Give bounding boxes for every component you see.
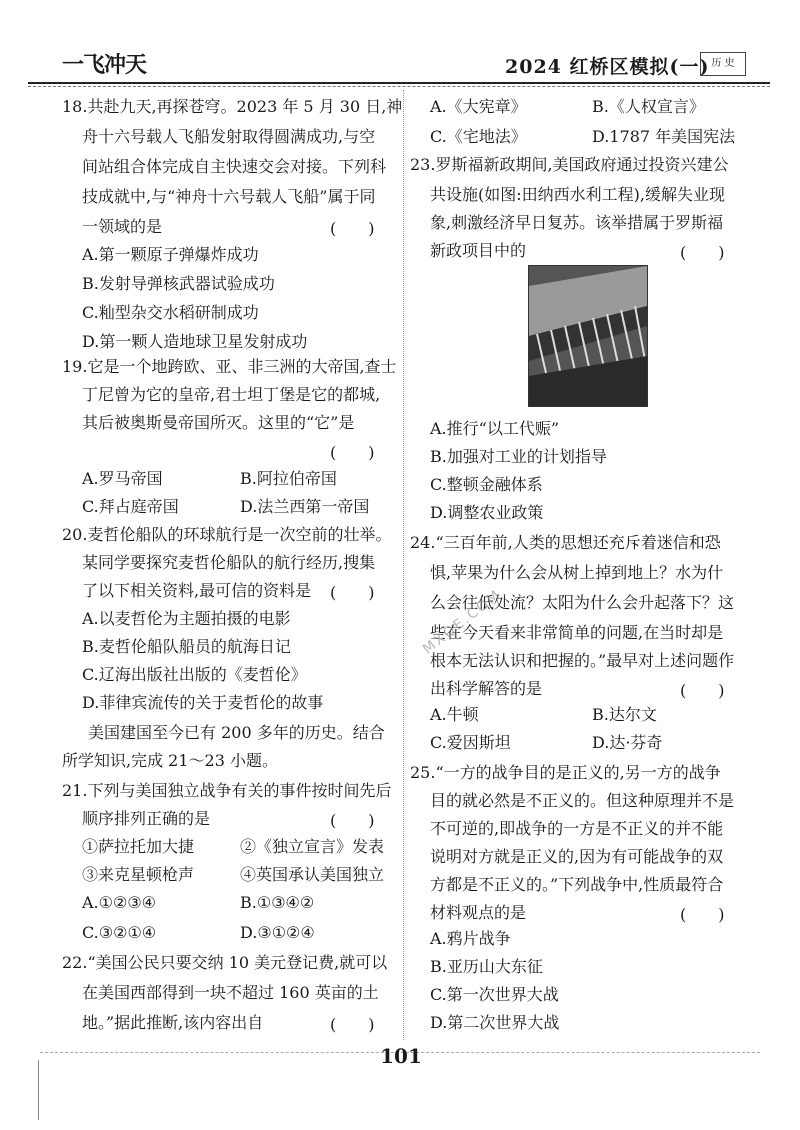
q23-option-b[interactable]: B.加强对工业的计划指导 bbox=[430, 447, 607, 466]
q25-stem-line: 材料观点的是 bbox=[430, 903, 527, 922]
header-divider bbox=[28, 82, 770, 84]
q19-option-b[interactable]: B.阿拉伯帝国 bbox=[240, 469, 337, 488]
q25-option-c[interactable]: C.第一次世界大战 bbox=[430, 985, 559, 1004]
dam-photo bbox=[528, 265, 648, 407]
q24-option-b[interactable]: B.达尔文 bbox=[592, 705, 657, 724]
q25-stem-line: 目的就必然是不正义的。但这种原理并不是 bbox=[430, 791, 735, 810]
q19-option-a[interactable]: A.罗马帝国 bbox=[82, 469, 163, 488]
header-divider-dashed bbox=[28, 86, 770, 87]
q23-stem-line: 共设施(如图:田纳西水利工程),缓解失业现 bbox=[430, 185, 725, 204]
answer-blank[interactable]: ( ) bbox=[330, 1015, 375, 1034]
q21-item: ②《独立宣言》发表 bbox=[240, 837, 385, 856]
q18-option-d[interactable]: D.第一颗人造地球卫星发射成功 bbox=[82, 332, 308, 351]
q18-option-c[interactable]: C.籼型杂交水稻研制成功 bbox=[82, 303, 259, 322]
q21-item: ③来克星顿枪声 bbox=[82, 865, 195, 884]
q22-option-d[interactable]: D.1787 年美国宪法 bbox=[592, 127, 736, 146]
q25-option-b[interactable]: B.亚历山大东征 bbox=[430, 957, 543, 976]
q19-stem-line: 其后被奥斯曼帝国所灭。这里的“它”是 bbox=[82, 413, 355, 432]
answer-blank[interactable]: ( ) bbox=[680, 681, 725, 700]
q20-option-a[interactable]: A.以麦哲伦为主题拍摄的电影 bbox=[82, 609, 291, 628]
answer-blank[interactable]: ( ) bbox=[330, 219, 375, 238]
subject-badge: 历 史 bbox=[700, 52, 746, 76]
q18-option-b[interactable]: B.发射导弹核武器试验成功 bbox=[82, 274, 275, 293]
q18-stem-line: 18.共赴九天,再探苍穹。2023 年 5 月 30 日,神 bbox=[62, 97, 403, 116]
q20-stem-line: 某同学要探究麦哲伦船队的航行经历,搜集 bbox=[82, 553, 376, 572]
column-divider bbox=[403, 90, 404, 1040]
q21-option-d[interactable]: D.③①②④ bbox=[240, 923, 315, 942]
q25-stem-line: 不可逆的,即战争的一方是不正义的并不能 bbox=[430, 819, 724, 838]
intro-line: 美国建国至今已有 200 多年的历史。结合 bbox=[88, 723, 385, 742]
q21-stem-line: 21.下列与美国独立战争有关的事件按时间先后 bbox=[62, 781, 392, 800]
q22-stem-line: 在美国西部得到一块不超过 160 英亩的土 bbox=[82, 983, 379, 1002]
q24-stem-line: 根本无法认识和把握的。”最早对上述问题作 bbox=[430, 651, 735, 670]
answer-blank[interactable]: ( ) bbox=[330, 583, 375, 602]
q20-option-d[interactable]: D.菲律宾流传的关于麦哲伦的故事 bbox=[82, 693, 324, 712]
q21-item: ①萨拉托加大捷 bbox=[82, 837, 195, 856]
q19-stem-line: 19.它是一个地跨欧、亚、非三洲的大帝国,查士 bbox=[62, 357, 397, 376]
page-title: 2024 红桥区模拟(一) bbox=[505, 56, 710, 78]
q18-stem-line: 技成就中,与“神舟十六号载人飞船”属于同 bbox=[82, 187, 376, 206]
q24-option-d[interactable]: D.达·芬奇 bbox=[592, 733, 663, 752]
q24-option-a[interactable]: A.牛顿 bbox=[430, 705, 479, 724]
q20-option-b[interactable]: B.麦哲伦船队船员的航海日记 bbox=[82, 637, 291, 656]
q19-option-c[interactable]: C.拜占庭帝国 bbox=[82, 497, 179, 516]
q24-stem-line: 惧,苹果为什么会从树上掉到地上？水为什 bbox=[430, 563, 724, 582]
q18-stem-line: 舟十六号载人飞船发射取得圆满成功,与空 bbox=[82, 127, 376, 146]
q25-stem-line: 说明对方就是正义的,因为有可能战争的双 bbox=[430, 847, 724, 866]
q24-stem-line: 24.“三百年前,人类的思想还充斥着迷信和恐 bbox=[410, 533, 721, 552]
q21-option-b[interactable]: B.①③④② bbox=[240, 893, 315, 912]
answer-blank[interactable]: ( ) bbox=[680, 905, 725, 924]
q19-option-d[interactable]: D.法兰西第一帝国 bbox=[240, 497, 370, 516]
intro-line: 所学知识,完成 21～23 小题。 bbox=[62, 751, 278, 770]
q22-option-a[interactable]: A.《大宪章》 bbox=[430, 97, 527, 116]
q23-stem-line: 象,刺激经济早日复苏。该举措属于罗斯福 bbox=[430, 213, 724, 232]
answer-blank[interactable]: ( ) bbox=[680, 243, 725, 262]
q18-stem-line: 一领域的是 bbox=[82, 217, 163, 236]
q24-option-c[interactable]: C.爱因斯坦 bbox=[430, 733, 511, 752]
q21-option-c[interactable]: C.③②①④ bbox=[82, 923, 157, 942]
page-number: 101 bbox=[380, 1044, 422, 1068]
q19-stem-line: 丁尼曾为它的皇帝,君士坦丁堡是它的都城, bbox=[82, 385, 381, 404]
q22-option-c[interactable]: C.《宅地法》 bbox=[430, 127, 527, 146]
watermark: MXQE.COM bbox=[420, 586, 505, 658]
q23-stem-line: 新政项目中的 bbox=[430, 241, 527, 260]
q21-stem-line: 顺序排列正确的是 bbox=[82, 809, 211, 828]
q22-option-b[interactable]: B.《人权宣言》 bbox=[592, 97, 705, 116]
q23-stem-line: 23.罗斯福新政期间,美国政府通过投资兴建公 bbox=[410, 155, 729, 174]
q24-stem-line: 出科学解答的是 bbox=[430, 679, 543, 698]
answer-blank[interactable]: ( ) bbox=[330, 443, 375, 462]
q25-stem-line: 方都是不正义的。”下列战争中,性质最符合 bbox=[430, 875, 724, 894]
q20-option-c[interactable]: C.辽海出版社出版的《麦哲伦》 bbox=[82, 665, 307, 684]
q18-option-a[interactable]: A.第一颗原子弹爆炸成功 bbox=[82, 245, 259, 264]
q23-option-c[interactable]: C.整顿金融体系 bbox=[430, 475, 543, 494]
brand-logo-text: 一飞冲天 bbox=[62, 53, 147, 78]
q22-stem-line: 地。”据此推断,该内容出自 bbox=[82, 1013, 264, 1032]
q25-option-a[interactable]: A.鸦片战争 bbox=[430, 929, 511, 948]
q25-stem-line: 25.“一方的战争目的是正义的,另一方的战争 bbox=[410, 763, 721, 782]
q21-item: ④英国承认美国独立 bbox=[240, 865, 385, 884]
answer-blank[interactable]: ( ) bbox=[330, 811, 375, 830]
q20-stem-line: 了以下相关资料,最可信的资料是 bbox=[82, 581, 312, 600]
q25-option-d[interactable]: D.第二次世界大战 bbox=[430, 1013, 560, 1032]
q24-stem-line: 么会往低处流？太阳为什么会升起落下？这 bbox=[430, 593, 735, 612]
q23-option-d[interactable]: D.调整农业政策 bbox=[430, 503, 544, 522]
q22-stem-line: 22.“美国公民只要交纳 10 美元登记费,就可以 bbox=[62, 953, 388, 972]
margin-line bbox=[38, 1060, 39, 1120]
q21-option-a[interactable]: A.①②③④ bbox=[82, 893, 157, 912]
q24-stem-line: 些在今天看来非常简单的问题,在当时却是 bbox=[430, 623, 724, 642]
q23-option-a[interactable]: A.推行“以工代赈” bbox=[430, 419, 560, 438]
q20-stem-line: 20.麦哲伦船队的环球航行是一次空前的壮举。 bbox=[62, 525, 392, 544]
dam-illustration bbox=[529, 266, 647, 406]
q18-stem-line: 间站组合体完成自主快速交会对接。下列科 bbox=[82, 157, 387, 176]
